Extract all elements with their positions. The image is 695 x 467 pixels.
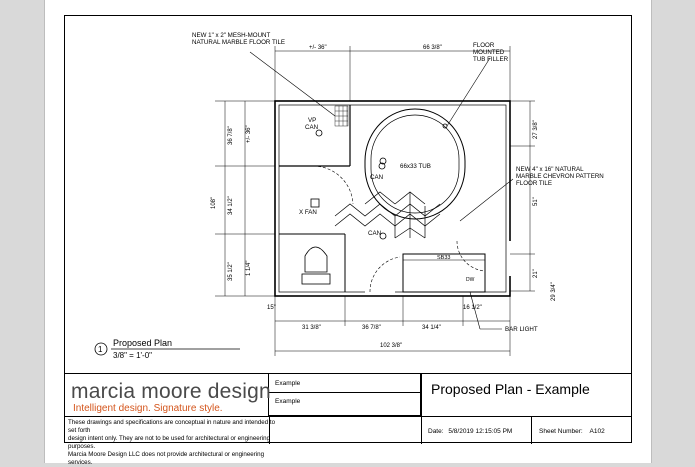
view-title [95, 338, 240, 360]
tub-filler-callout-line-1: FLOOR [473, 42, 495, 49]
company-tagline: Intelligent design. Signature style. [73, 403, 223, 414]
disclaimer [68, 419, 278, 467]
dim-left-3: 35 1/2" [228, 262, 234, 281]
disclaimer-line-1: These drawings and specifications are conceptual in nature and intended to set forth [68, 419, 276, 434]
dim-top-right: 66 3/8" [423, 45, 442, 51]
chevron-tile-callout-line-2: MARBLE CHEVRON PATTERN [516, 173, 604, 180]
dim-bottom-15: 15" [267, 305, 276, 311]
dishwasher-label: DW [466, 277, 475, 283]
field-2: Example [275, 398, 301, 405]
dim-left-1a: 36 7/8" [228, 126, 234, 145]
disclaimer-line-2: design intent only. They are not to be used for architectural or engineering purposes. [68, 435, 271, 450]
sheet-number-value: A102 [589, 428, 605, 435]
dim-right-diag: 29 3/4" [551, 282, 557, 301]
drawing-sheet [44, 0, 652, 466]
date-value: 5/8/2019 12:15:05 PM [448, 428, 513, 435]
vp-can-label-line-2: CAN [305, 124, 319, 131]
sheet-number-field [539, 428, 605, 435]
dim-left-total: 108" [211, 196, 217, 209]
tub-filler-callout-line-2: MOUNTED [473, 49, 505, 56]
dim-right-1: 27 3/8" [533, 120, 539, 139]
title-divider [421, 374, 422, 444]
dim-bottom-2: 36 7/8" [362, 325, 381, 331]
disclaimer-line-3: Marcia Moore Design LLC does not provide architectural or engineering services. [68, 451, 265, 466]
dim-left-3b: 1 1/4" [246, 260, 252, 276]
toilet [302, 247, 330, 284]
view-number: 1 [98, 345, 103, 354]
dim-bottom-3: 34 1/4" [422, 325, 441, 331]
disclaimer-divider [65, 416, 421, 417]
sheet-border [64, 15, 632, 466]
vp-can-label-line-1: VP [308, 117, 317, 124]
exhaust-fan-icon [311, 199, 319, 207]
can-label-2: CAN [368, 230, 382, 237]
date-field [428, 428, 512, 435]
chevron-tile-callout-line-1: NEW 4" x 16" NATURAL [516, 166, 584, 173]
exhaust-fan-label: X FAN [299, 209, 317, 216]
dim-bottom-1: 31 3/8" [302, 325, 321, 331]
dim-right-2: 51" [533, 197, 539, 206]
sheet-number-label: Sheet Number: [539, 428, 583, 435]
tub-label: 66x33 TUB [400, 163, 431, 170]
dim-bottom-4: 16 1/2" [463, 305, 482, 311]
floor-tile-callout-line-2: NATURAL MARBLE FLOOR TILE [192, 39, 286, 46]
bar-light-callout: BAR LIGHT [505, 326, 538, 333]
dim-top-left: +/- 36" [309, 45, 327, 51]
can-label: CAN [370, 174, 384, 181]
example-divider [269, 392, 421, 393]
dim-bottom-total: 102 3/8" [380, 343, 403, 349]
dim-left-1b: +/- 36" [246, 125, 252, 143]
sheet-title: Proposed Plan - Example [431, 381, 590, 397]
callout-leaders [250, 52, 513, 329]
title-block [65, 373, 631, 466]
tub-filler-callout-line-3: TUB FILLER [473, 56, 509, 63]
vanity-sb33-label: SB33 [437, 255, 451, 261]
shower-floor-tile-hatch [335, 106, 348, 126]
shower-door-swing [313, 166, 353, 204]
date-divider [421, 416, 631, 417]
date-label: Date: [428, 428, 444, 435]
dim-right-3: 21" [533, 269, 539, 278]
view-scale: 3/8" = 1'-0" [113, 351, 153, 360]
chevron-tile-callout-line-3: FLOOR TILE [516, 180, 552, 187]
field-1: Example [275, 380, 301, 387]
floor-tile-callout-line-1: NEW 1" x 2" MESH-MOUNT [192, 32, 271, 39]
dim-left-2: 34 1/2" [228, 196, 234, 215]
door-swing-2 [457, 241, 485, 271]
floor-plan-drawing [65, 16, 633, 371]
door-swing [370, 257, 400, 292]
chevron-tile-pattern [335, 192, 440, 238]
view-name: Proposed Plan [113, 338, 173, 348]
sheet-divider [531, 416, 532, 444]
company-logo-name: marcia moore design [71, 380, 271, 403]
dimension-lines [215, 46, 535, 356]
